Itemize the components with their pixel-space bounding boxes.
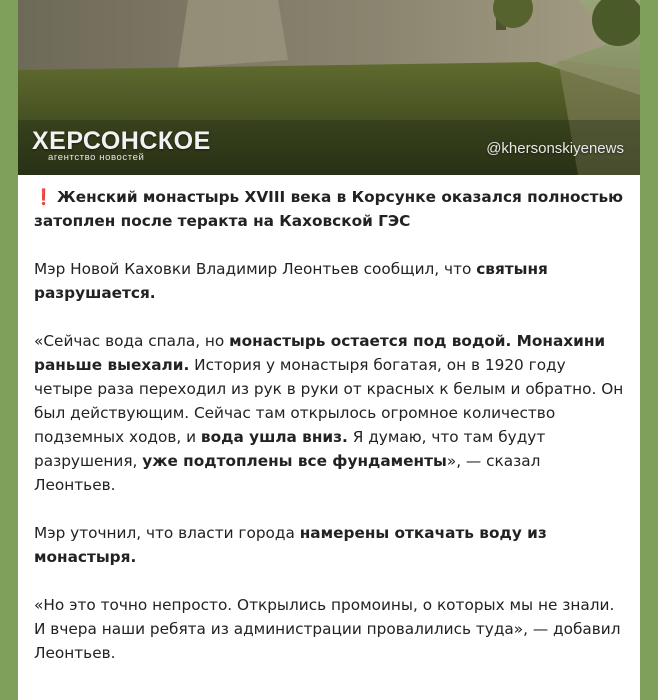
paragraph-1 bbox=[34, 257, 626, 305]
p2-text-3: Я думаю, что там будут разрушения, bbox=[34, 428, 546, 470]
post-photo[interactable] bbox=[18, 0, 640, 175]
post-headline bbox=[34, 185, 626, 233]
p3-bold: намерены откачать воду из монастыря. bbox=[34, 524, 547, 566]
p4-text: «Но это точно непросто. Открылись промоины, о которых мы не знали. И вчера наши ребята из администрации провалились туда», — добавил Леонтьев. bbox=[34, 596, 621, 662]
channel-handle: @khersonskiyenews bbox=[486, 140, 624, 157]
p2-text-4: », — сказал Леонтьев. bbox=[34, 452, 541, 494]
p2-bold-3: уже подтоплены все фундаменты bbox=[142, 452, 447, 470]
p3-text: Мэр уточнил, что власти города bbox=[34, 524, 300, 542]
p1-bold: святыня разрушается. bbox=[34, 260, 548, 302]
message-card bbox=[18, 0, 640, 700]
p2-bold-1: монастырь остается под водой. Монахини раньше выехали. bbox=[34, 332, 606, 374]
logo-subtitle: агентство новостей bbox=[48, 152, 145, 163]
headline-text: Женский монастырь XVIII века в Корсунке оказался полностью затоплен после теракта на Каховской ГЭС bbox=[34, 188, 624, 230]
paragraph-3 bbox=[34, 521, 626, 569]
p2-text-2: История у монастыря богатая, он в 1920 году четыре раза переходил из рук в руки от красных к белым и обратно. Он был действующим. Сейчас там открылось огромное количество подземных ходов, и bbox=[34, 356, 624, 446]
p2-text-1: «Сейчас вода спала, но bbox=[34, 332, 230, 350]
p1-text: Мэр Новой Каховки Владимир Леонтьев сообщил, что bbox=[34, 260, 477, 278]
logo-title: ХЕРСОНСКОЕ bbox=[32, 127, 211, 155]
paragraph-2 bbox=[34, 329, 626, 497]
exclamation-icon: ❗ bbox=[34, 188, 54, 206]
news-agency-logo bbox=[32, 128, 211, 163]
p2-bold-2: вода ушла вниз. bbox=[200, 428, 348, 446]
post-text bbox=[18, 175, 640, 665]
paragraph-4 bbox=[34, 593, 626, 665]
